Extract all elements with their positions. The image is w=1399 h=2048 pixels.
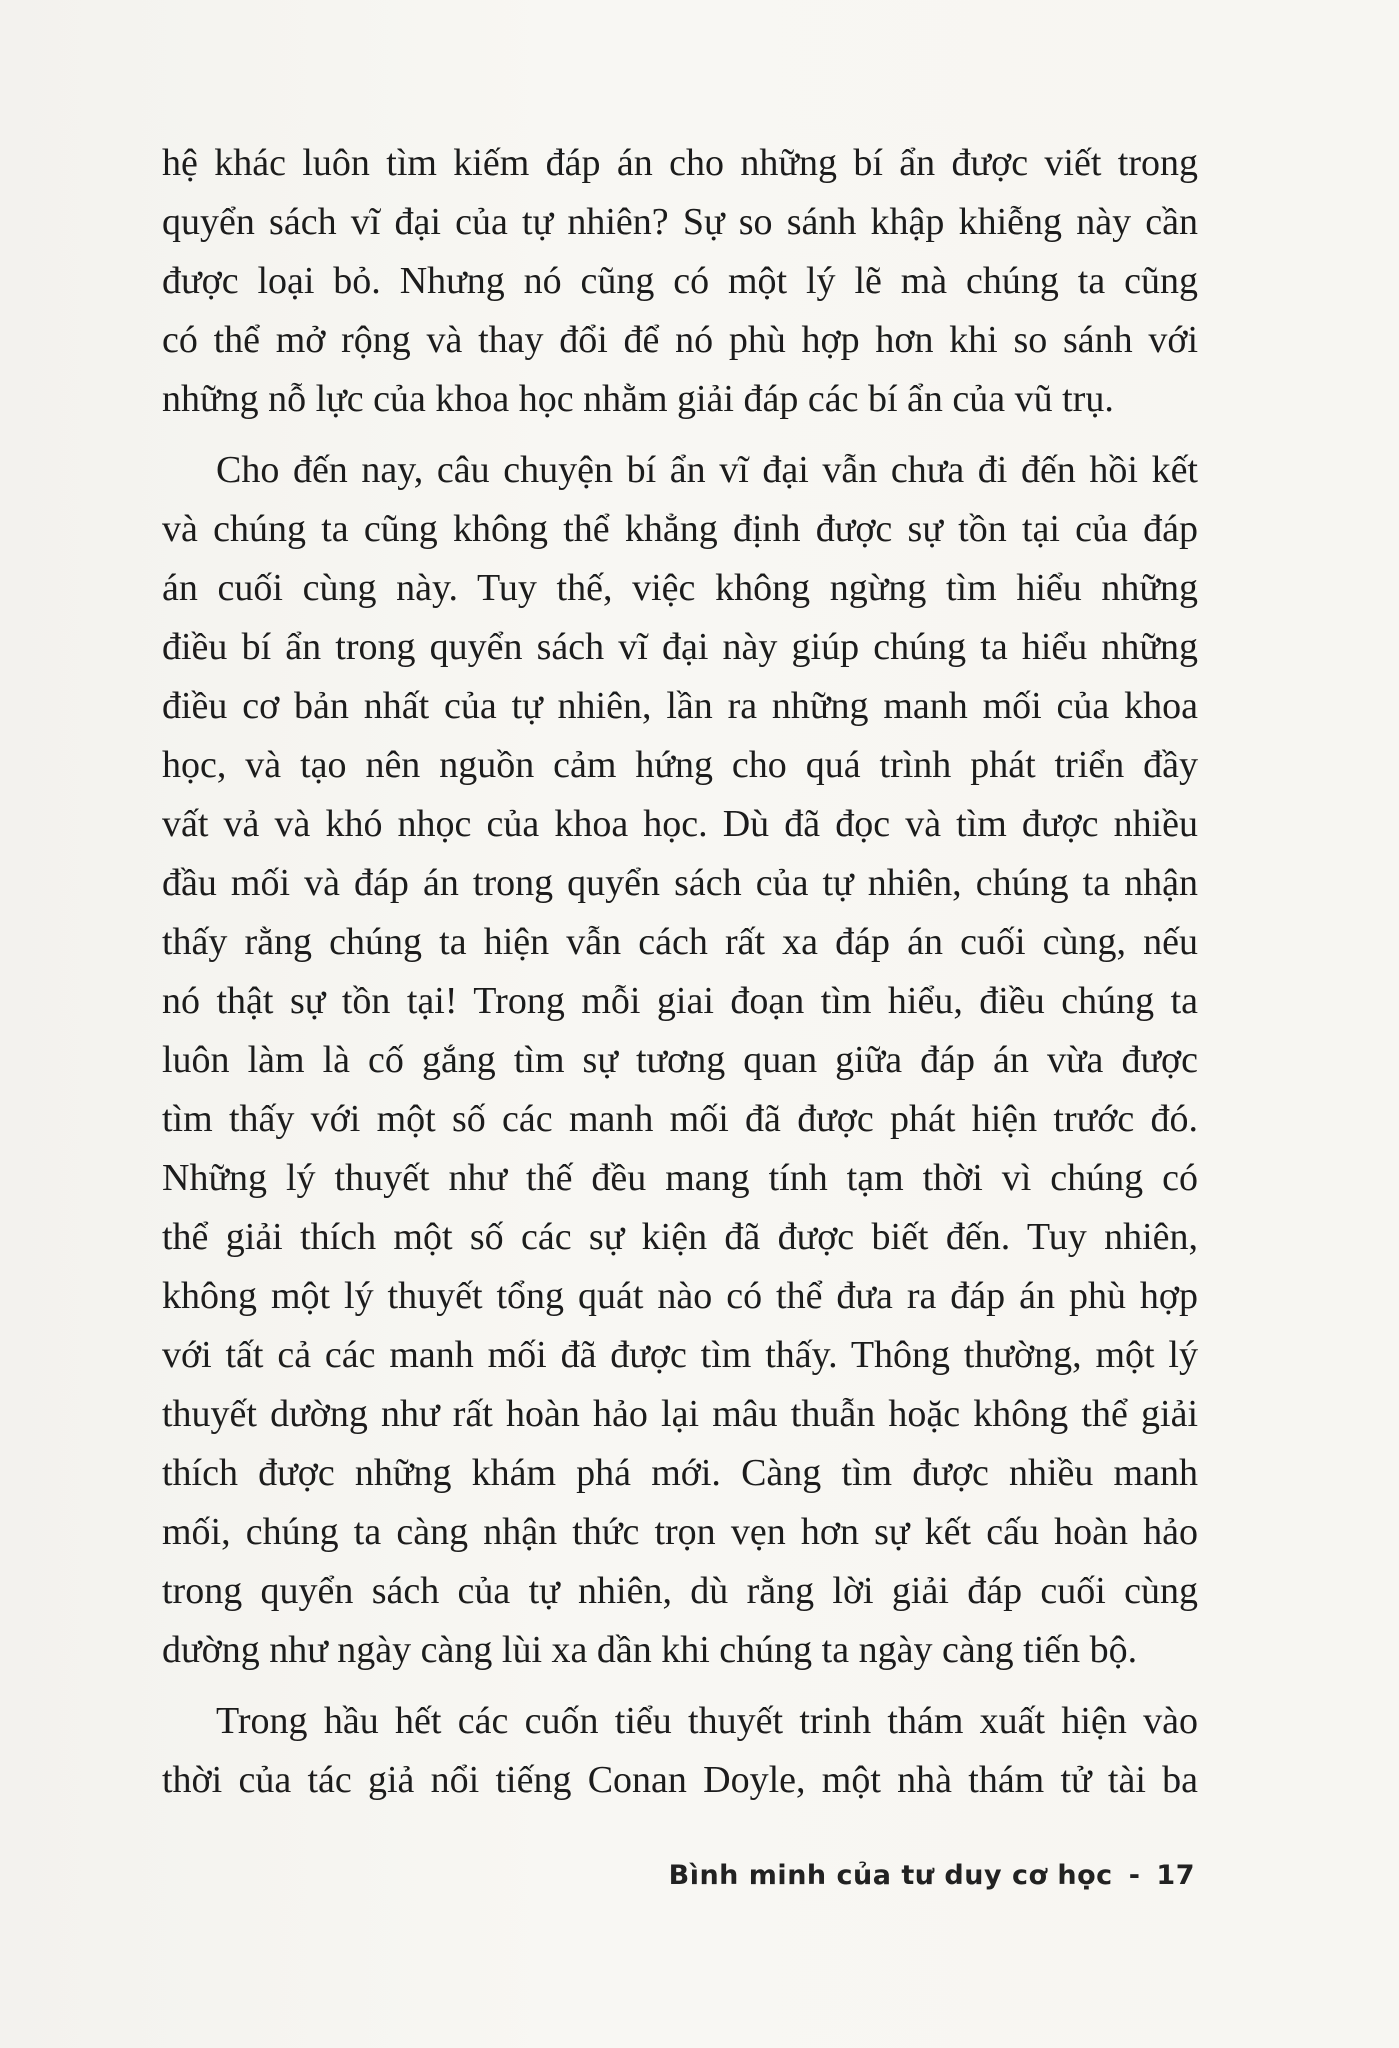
text-line: đầu mối và đáp án trong quyển sách của tự nhiên, chúng ta nhận <box>162 862 1198 904</box>
text-line: thời của tác giả nổi tiếng Conan Doyle, một nhà thám tử tài ba <box>162 1759 1198 1801</box>
body-text <box>162 134 1198 1810</box>
paragraph-gap <box>162 1680 1198 1692</box>
paragraph-gap <box>162 429 1198 441</box>
text-line: những nỗ lực của khoa học nhằm giải đáp các bí ẩn của vũ trụ. <box>162 378 1114 420</box>
text-line: mối, chúng ta càng nhận thức trọn vẹn hơn sự kết cấu hoàn hảo <box>162 1511 1198 1553</box>
text-line: thích được những khám phá mới. Càng tìm được nhiều manh <box>162 1452 1198 1494</box>
text-line: quyển sách vĩ đại của tự nhiên? Sự so sánh khập khiễng này cần <box>162 201 1198 243</box>
text-line: vất vả và khó nhọc của khoa học. Dù đã đọc và tìm được nhiều <box>162 803 1198 845</box>
page-footer <box>669 1860 1195 1891</box>
text-line: án cuối cùng này. Tuy thế, việc không ngừng tìm hiểu những <box>162 567 1198 609</box>
text-line: nó thật sự tồn tại! Trong mỗi giai đoạn tìm hiểu, điều chúng ta <box>162 980 1198 1022</box>
text-line: Trong hầu hết các cuốn tiểu thuyết trinh thám xuất hiện vào <box>216 1700 1198 1742</box>
running-title: Bình minh của tư duy cơ học <box>668 1860 1113 1891</box>
paragraph <box>162 441 1198 1680</box>
page-number: 17 <box>1156 1860 1195 1891</box>
text-line: thuyết dường như rất hoàn hảo lại mâu thuẫn hoặc không thể giải <box>162 1393 1198 1435</box>
text-line: điều cơ bản nhất của tự nhiên, lần ra những manh mối của khoa <box>162 685 1198 727</box>
text-line: Những lý thuyết như thế đều mang tính tạm thời vì chúng có <box>162 1157 1198 1199</box>
text-line: dường như ngày càng lùi xa dần khi chúng ta ngày càng tiến bộ. <box>162 1629 1138 1671</box>
text-line: trong quyển sách của tự nhiên, dù rằng lời giải đáp cuối cùng <box>162 1570 1198 1612</box>
text-line: với tất cả các manh mối đã được tìm thấy. Thông thường, một lý <box>162 1334 1198 1376</box>
text-line: luôn làm là cố gắng tìm sự tương quan giữa đáp án vừa được <box>162 1039 1198 1081</box>
text-line: được loại bỏ. Nhưng nó cũng có một lý lẽ mà chúng ta cũng <box>162 260 1198 302</box>
text-line: và chúng ta cũng không thể khẳng định được sự tồn tại của đáp <box>162 508 1198 550</box>
text-line: tìm thấy với một số các manh mối đã được phát hiện trước đó. <box>162 1098 1198 1140</box>
text-line: hệ khác luôn tìm kiếm đáp án cho những bí ẩn được viết trong <box>162 142 1198 184</box>
paragraph <box>162 1692 1198 1810</box>
text-line: có thể mở rộng và thay đổi để nó phù hợp hơn khi so sánh với <box>162 319 1198 361</box>
text-line: thấy rằng chúng ta hiện vẫn cách rất xa đáp án cuối cùng, nếu <box>162 921 1198 963</box>
text-line: điều bí ẩn trong quyển sách vĩ đại này giúp chúng ta hiểu những <box>162 626 1198 668</box>
footer-separator: - <box>1128 1860 1141 1891</box>
text-line: không một lý thuyết tổng quát nào có thể đưa ra đáp án phù hợp <box>162 1275 1198 1317</box>
text-line: học, và tạo nên nguồn cảm hứng cho quá trình phát triển đầy <box>162 744 1198 786</box>
text-line: Cho đến nay, câu chuyện bí ẩn vĩ đại vẫn chưa đi đến hồi kết <box>216 449 1198 491</box>
text-line: thể giải thích một số các sự kiện đã được biết đến. Tuy nhiên, <box>162 1216 1198 1258</box>
paragraph <box>162 134 1198 429</box>
